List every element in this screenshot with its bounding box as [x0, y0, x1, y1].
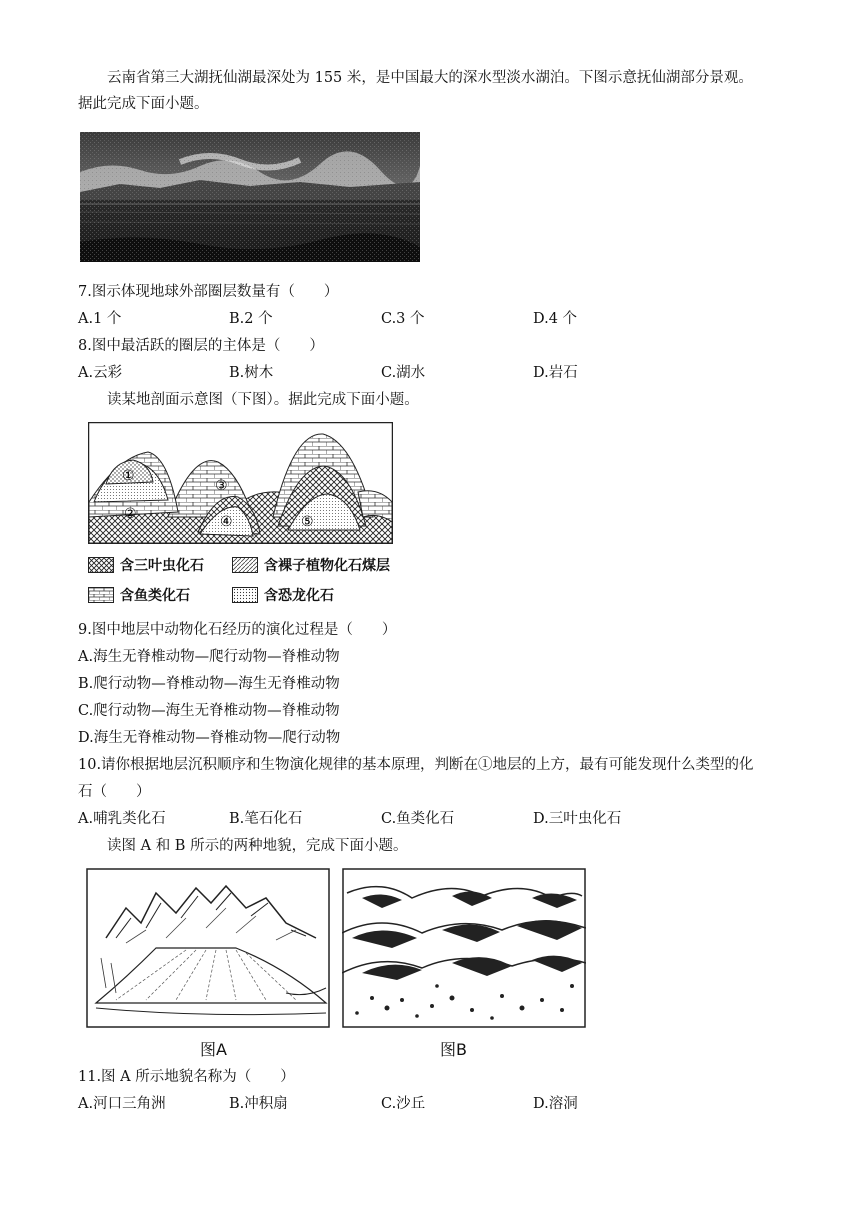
diagonal-swatch-icon [232, 557, 258, 573]
legend-gymnosperm: 含裸子植物化石煤层 [232, 555, 390, 575]
geologic-profile-diagram [88, 422, 393, 544]
q7-option-c[interactable]: C.3 个 [381, 311, 425, 327]
q7-option-b[interactable]: B.2 个 [229, 311, 273, 327]
q9-option-a[interactable]: A.海生无脊椎动物—爬行动物—脊椎动物 [78, 649, 340, 665]
profile-label-1: ① [122, 468, 135, 484]
intro-paragraph-line2: 据此完成下面小题。 [78, 96, 209, 112]
q7-option-a[interactable]: A.1 个 [78, 311, 122, 327]
q8-option-c[interactable]: C.湖水 [381, 365, 426, 381]
q10-option-d[interactable]: D.三叶虫化石 [533, 811, 622, 827]
q11-option-d[interactable]: D.溶洞 [533, 1096, 578, 1112]
profile-label-4: ④ [220, 514, 233, 530]
intro-paragraph-2: 读某地剖面示意图（下图）。据此完成下面小题。 [107, 392, 419, 408]
legend-trilobite: 含三叶虫化石 [88, 555, 204, 575]
intro-paragraph-line1: 云南省第三大湖抚仙湖最深处为 155 米，是中国最大的深水型淡水湖泊。下图示意抚仙湖部分景观。 [107, 70, 753, 86]
q8-option-d[interactable]: D.岩石 [533, 365, 578, 381]
q8-option-b[interactable]: B.树木 [229, 365, 274, 381]
dotted-swatch-icon [232, 587, 258, 603]
brick-swatch-icon [88, 587, 114, 603]
q11-option-a[interactable]: A.河口三角洲 [78, 1096, 166, 1112]
legend-dinosaur: 含恐龙化石 [232, 585, 334, 605]
question-9-stem: 9.图中地层中动物化石经历的演化过程是（ ） [78, 622, 397, 638]
question-10-stem-line2: 石（ ） [78, 784, 151, 800]
q10-option-a[interactable]: A.哺乳类化石 [78, 811, 166, 827]
question-11-stem: 11.图 A 所示地貌名称为（ ） [78, 1069, 295, 1085]
q9-option-b[interactable]: B.爬行动物—脊椎动物—海生无脊椎动物 [78, 676, 340, 692]
profile-label-5: ⑤ [301, 514, 314, 530]
legend-fish: 含鱼类化石 [88, 585, 190, 605]
figure-a-caption: 图A [200, 1040, 227, 1059]
q9-option-c[interactable]: C.爬行动物—海生无脊椎动物—脊椎动物 [78, 703, 340, 719]
q10-option-c[interactable]: C.鱼类化石 [381, 811, 455, 827]
q10-option-b[interactable]: B.笔石化石 [229, 811, 303, 827]
q8-option-a[interactable]: A.云彩 [78, 365, 123, 381]
question-7-stem: 7.图示体现地球外部圈层数量有（ ） [78, 284, 339, 300]
q9-option-d[interactable]: D.海生无脊椎动物—脊椎动物—爬行动物 [78, 730, 341, 746]
cross-hatch-swatch-icon [88, 557, 114, 573]
landform-figure-b [342, 868, 586, 1028]
q11-option-b[interactable]: B.冲积扇 [229, 1096, 288, 1112]
lake-photo [80, 132, 420, 262]
profile-label-2: ② [124, 506, 137, 522]
landform-figure-a [86, 868, 330, 1028]
question-8-stem: 8.图中最活跃的圈层的主体是（ ） [78, 338, 324, 354]
question-10-stem-line1: 10.请你根据地层沉积顺序和生物演化规律的基本原理，判断在①地层的上方，最有可能发现什么类型的化 [78, 757, 754, 773]
intro-paragraph-3: 读图 A 和 B 所示的两种地貌，完成下面小题。 [107, 838, 408, 854]
q7-option-d[interactable]: D.4 个 [533, 311, 578, 327]
q11-option-c[interactable]: C.沙丘 [381, 1096, 426, 1112]
profile-label-3: ③ [215, 478, 228, 494]
figure-b-caption: 图B [440, 1040, 467, 1059]
